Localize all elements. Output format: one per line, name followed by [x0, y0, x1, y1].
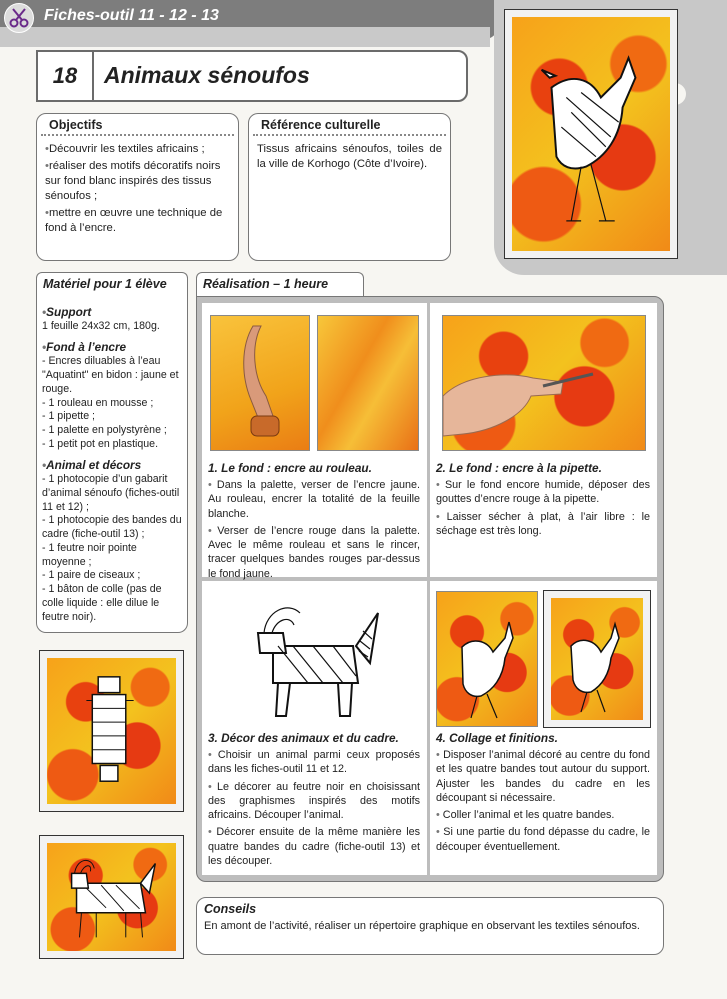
conseils-heading: Conseils	[204, 902, 257, 916]
artwork-totem-image	[40, 651, 183, 811]
step-2-photo-pipette	[442, 315, 646, 451]
artwork-antelope-image	[40, 836, 183, 958]
antelope-template-drawing	[238, 591, 398, 721]
step-4-photo-unframed	[436, 591, 538, 727]
reference-heading: Référence culturelle	[253, 114, 446, 136]
page-title: Animaux sénoufos	[104, 62, 310, 88]
step-1-photo-roller	[210, 315, 310, 451]
reference-text: Tissus africains sénoufos, toiles de la ville de Korhogo (Côte d’Ivoire).	[257, 143, 442, 170]
step-4-paras: • Disposer l’animal décoré au centre du fond et les quatre bandes tout autour du support. Ajuster les bandes du cadre en les découpant si nécessaire. • Coller l’animal et les quatre bandes. • Si une partie du fond dépasse du cadre, le découper éventuellement.	[436, 749, 650, 853]
step-4-title: 4. Collage et finitions.	[436, 731, 558, 745]
step-2-title: 2. Le fond : encre à la pipette.	[436, 461, 602, 475]
step-2-paras: • Sur le fond encore humide, déposer des gouttes d’encre rouge à la pipette. • Laisser sécher à plat, à l’air libre : le séchage est très long.	[436, 479, 650, 537]
step-2-cell	[430, 303, 657, 577]
materiel-line: - 1 photocopie d’un gabarit d’animal sénoufo (fiches-outil 11 et 12) ;	[42, 473, 180, 513]
step-1-cell	[202, 303, 427, 580]
step-1-paras: • Dans la palette, verser de l’encre jaune. Au rouleau, encrer la totalité de la feuille blanche. • Verser de l’encre rouge dans la palette. Avec le même rouleau et sans le rincer, tracer quelques bandes rouges par-dessus le fond jaune.	[208, 479, 420, 580]
step-3-cell	[202, 581, 427, 875]
totem-drawing	[47, 658, 175, 804]
objectif-item: •Découvrir les textiles africains ;	[45, 143, 205, 155]
materiel-line: - 1 pipette ;	[42, 410, 95, 423]
artwork-bird-image	[505, 10, 677, 258]
step-4-text	[436, 731, 650, 857]
roller-drawing	[211, 316, 310, 451]
scissors-icon	[4, 3, 34, 33]
materiel-box	[36, 295, 188, 633]
materiel-line: - 1 petit pot en plastique.	[42, 438, 159, 451]
title-box	[36, 50, 468, 102]
step-4-cell	[430, 581, 657, 875]
materiel-line: - 1 photocopie des bandes du cadre (fiche-outil 13) ;	[42, 514, 182, 541]
objectifs-list	[37, 136, 238, 243]
materiel-line: 1 feuille 24x32 cm, 180g.	[42, 320, 160, 333]
pipette-hand-drawing	[443, 316, 646, 451]
realisation-frame	[196, 296, 664, 882]
reference-box	[248, 113, 451, 261]
bird-small-drawing-1	[437, 592, 538, 727]
materiel-line: - 1 feutre noir pointe moyenne ;	[42, 541, 137, 568]
objectif-item: •réaliser des motifs décoratifs noirs sur fond blanc inspirés des tissus sénoufos ;	[45, 159, 221, 202]
materiel-line: - 1 bâton de colle (pas de colle liquide : elle dilue le feutre noir).	[42, 583, 162, 623]
bird-small-drawing-2	[551, 598, 643, 720]
step-2-text	[436, 461, 650, 541]
conseils-box	[196, 897, 664, 955]
step-1-photo-stripes	[317, 315, 419, 451]
materiel-section-title: •Animal et décors	[42, 457, 142, 472]
bird-drawing	[512, 17, 670, 251]
step-4-photo-framed	[544, 591, 650, 727]
materiel-line: - 1 rouleau en mousse ;	[42, 396, 154, 409]
step-3-title: 3. Décor des animaux et du cadre.	[208, 731, 399, 745]
objectifs-box	[36, 113, 239, 261]
step-1-text	[208, 461, 420, 584]
materiel-line: - 1 paire de ciseaux ;	[42, 569, 141, 582]
realisation-heading: Réalisation – 1 heure	[196, 272, 364, 296]
objectifs-heading: Objectifs	[41, 114, 234, 136]
sheet-number: 18	[38, 52, 94, 100]
materiel-line: - 1 palette en polystyrène ;	[42, 424, 167, 437]
materiel-line: - Encres diluables à l’eau "Aquatint" en bidon : jaune et rouge.	[42, 355, 179, 395]
step-3-paras: • Choisir un animal parmi ceux proposés dans les fiches-outil 11 et 12. • Le décorer au feutre noir en choisissant des graphismes inspirés des motifs africains. Découper l’animal. • Décorer ensuite de la même manière les quatre bandes du cadre (fiche-outil 13) et les découper.	[208, 749, 421, 867]
header-band-light	[0, 27, 490, 47]
materiel-heading: Matériel pour 1 élève	[36, 272, 188, 296]
materiel-section-title: •Fond à l’encre	[42, 340, 127, 355]
conseils-text: En amont de l’activité, réaliser un répertoire graphique en observant les textiles sénoufos.	[204, 920, 640, 932]
series-title: Fiches-outil 11 - 12 - 13	[44, 7, 219, 24]
objectif-item: •mettre en œuvre une technique de fond à l’encre.	[45, 206, 223, 234]
step-3-text	[208, 731, 420, 871]
materiel-section-title: •Support	[42, 305, 92, 319]
antelope-small-drawing	[47, 843, 175, 951]
step-1-title: 1. Le fond : encre au rouleau.	[208, 461, 372, 475]
